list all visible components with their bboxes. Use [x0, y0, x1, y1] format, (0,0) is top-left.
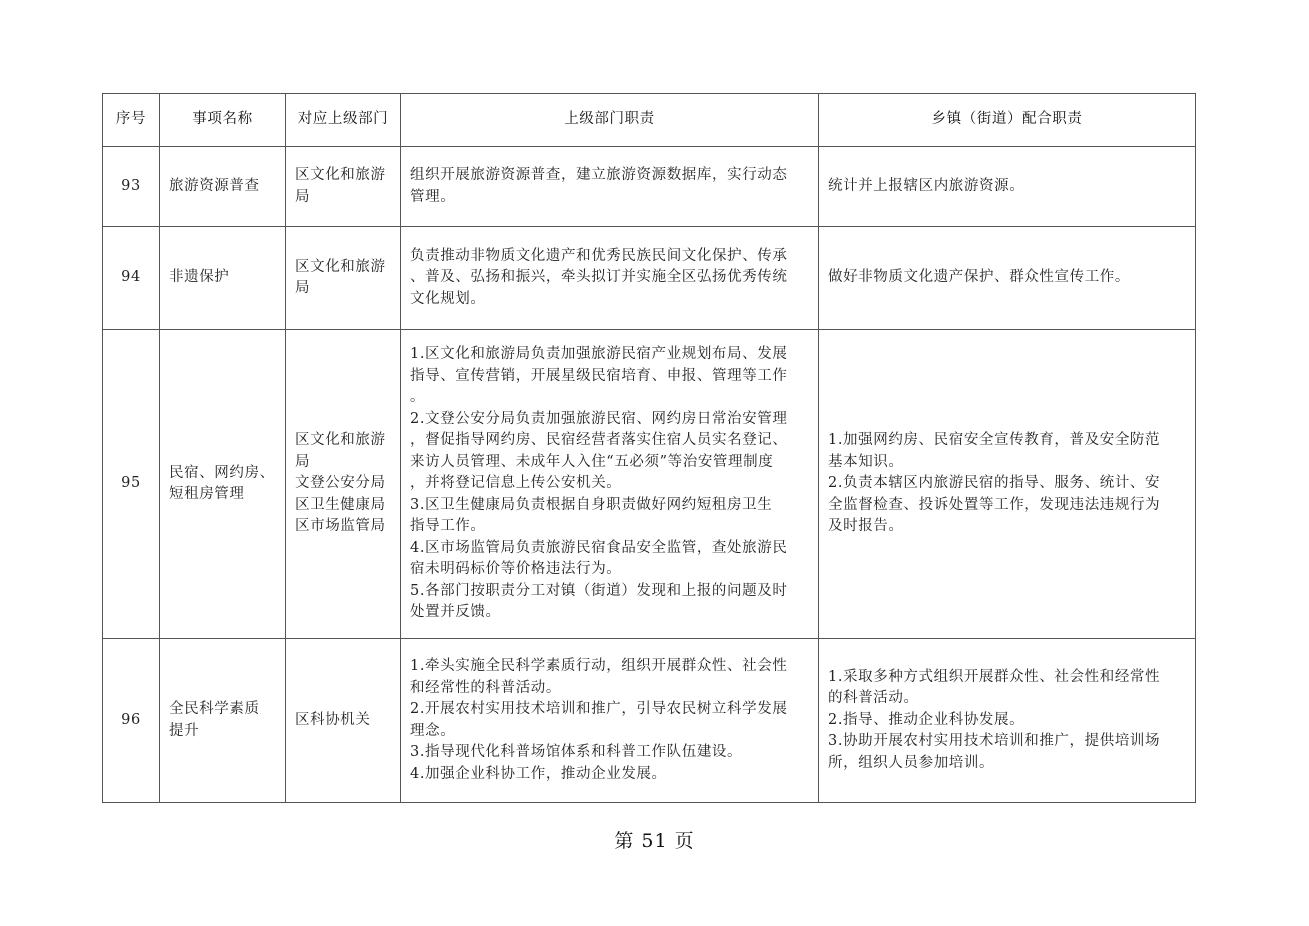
cell-superior-duty	[401, 330, 819, 639]
text-line: 局	[295, 280, 311, 296]
text-line: 管理。	[410, 188, 456, 205]
text-line: 区市场监管局	[295, 518, 386, 535]
header-superior-dept: 对应上级部门	[286, 94, 401, 147]
text-line: 和经常性的科普活动。	[410, 679, 561, 696]
text-line: 指导工作。	[410, 518, 486, 535]
cell-superior-dept-lines	[295, 430, 391, 538]
text-line: 所，组织人员参加培训。	[828, 754, 995, 771]
text-line: 理念。	[410, 722, 456, 739]
cell-item-name	[160, 639, 286, 803]
table-body	[103, 147, 1196, 803]
cell-superior-dept	[286, 227, 401, 330]
cell-township-duty-lines	[828, 667, 1186, 775]
text-line: 组织开展旅游资源普查，建立旅游资源数据库，实行动态	[410, 167, 788, 183]
text-line: 的科普活动。	[828, 690, 919, 707]
text-line: 局	[295, 188, 311, 205]
text-line: 短租房管理	[169, 486, 245, 502]
text-line: 民宿、网约房、	[169, 464, 275, 481]
cell-township-duty	[819, 147, 1196, 227]
cell-superior-duty-lines	[410, 165, 809, 208]
table-row	[103, 227, 1196, 330]
text-line: 1.牵头实施全民科学素质行动，组织开展群众性、社会性	[410, 658, 788, 674]
text-line: 提升	[169, 722, 200, 739]
cell-item-name-lines	[169, 463, 276, 506]
text-line: 4.区市场监管局负责旅游民宿食品安全监管，查处旅游民	[410, 539, 788, 556]
cell-no: 96	[103, 639, 160, 803]
cell-superior-dept	[286, 147, 401, 227]
cell-township-duty-lines	[828, 267, 1186, 289]
text-line: 2.文登公安分局负责加强旅游民宿、网约房日常治安管理	[410, 410, 788, 427]
cell-superior-dept-lines	[295, 257, 391, 300]
cell-township-duty	[819, 639, 1196, 803]
table-row	[103, 330, 1196, 639]
text-line: 做好非物质文化遗产保护、群众性宣传工作。	[828, 269, 1130, 286]
text-line: 文化规划。	[410, 290, 486, 307]
header-township-duty: 乡镇（街道）配合职责	[819, 94, 1196, 147]
text-line: ，督促指导网约房、民宿经营者落实住宿人员实名登记、	[410, 432, 788, 449]
text-line: 3.协助开展农村实用技术培训和推广，提供培训场	[828, 733, 1161, 750]
text-line: 1.区文化和旅游局负责加强旅游民宿产业规划布局、发展	[410, 346, 788, 363]
text-line: 2.开展农村实用技术培训和推广，引导农民树立科学发展	[410, 701, 788, 717]
text-line: 来访人员管理、未成年人入住“五必须”等治安管理制度	[410, 453, 774, 470]
text-line: 。	[410, 389, 426, 406]
text-line: 5.各部门按职责分工对镇（街道）发现和上报的问题及时	[410, 582, 788, 599]
text-line: 非遗保护	[169, 269, 230, 286]
text-line: 2.指导、推动企业科协发展。	[828, 711, 1025, 728]
responsibility-table	[102, 93, 1196, 803]
cell-township-duty-lines	[828, 430, 1186, 538]
text-line: 全监督检查、投诉处置等工作，发现违法违规行为	[828, 496, 1161, 513]
page-number: 第 51 页	[614, 830, 695, 852]
text-line: 区文化和旅游	[295, 258, 386, 275]
text-line: 1.加强网约房、民宿安全宣传教育，普及安全防范	[828, 432, 1161, 449]
cell-township-duty	[819, 330, 1196, 639]
text-line: 4.加强企业科协工作，推动企业发展。	[410, 765, 667, 782]
cell-superior-dept-lines	[295, 165, 391, 208]
cell-township-duty-lines	[828, 176, 1186, 198]
cell-item-name	[160, 330, 286, 639]
text-line: 宿未明码标价等价格违法行为。	[410, 561, 622, 578]
cell-item-name	[160, 227, 286, 330]
cell-superior-duty-lines	[410, 656, 809, 785]
text-line: 区卫生健康局	[295, 496, 386, 513]
text-line: 统计并上报辖区内旅游资源。	[828, 177, 1025, 194]
text-line: 文登公安分局	[295, 475, 386, 492]
table-row	[103, 639, 1196, 803]
cell-no: 94	[103, 227, 160, 330]
text-line: 区文化和旅游	[295, 167, 386, 183]
text-line: 2.负责本辖区内旅游民宿的指导、服务、统计、安	[828, 475, 1161, 492]
text-line: 3.区卫生健康局负责根据自身职责做好网约短租房卫生	[410, 496, 773, 513]
cell-superior-dept	[286, 330, 401, 639]
text-line: 局	[295, 453, 311, 470]
text-line: 全民科学素质	[169, 701, 260, 717]
text-line: 3.指导现代化科普场馆体系和科普工作队伍建设。	[410, 744, 743, 760]
cell-superior-duty	[401, 147, 819, 227]
cell-item-name-lines	[169, 176, 276, 198]
cell-superior-duty	[401, 227, 819, 330]
header-item-name: 事项名称	[160, 94, 286, 147]
cell-item-name-lines	[169, 699, 276, 742]
cell-superior-duty-lines	[410, 344, 809, 624]
text-line: 及时报告。	[828, 518, 904, 535]
header-superior-duty: 上级部门职责	[401, 94, 819, 147]
table-header-row	[103, 94, 1196, 147]
text-line: 区科协机关	[295, 711, 371, 728]
text-line: 1.采取多种方式组织开展群众性、社会性和经常性	[828, 668, 1161, 685]
header-no: 序号	[103, 94, 160, 147]
text-line: 基本知识。	[828, 453, 904, 470]
cell-item-name	[160, 147, 286, 227]
text-line: 旅游资源普查	[169, 177, 260, 194]
cell-superior-dept-lines	[295, 710, 391, 732]
cell-no: 95	[103, 330, 160, 639]
cell-superior-dept	[286, 639, 401, 803]
text-line: 负责推动非物质文化遗产和优秀民族民间文化保护、传承	[410, 247, 788, 264]
text-line: 处置并反馈。	[410, 604, 501, 621]
cell-superior-duty-lines	[410, 246, 809, 311]
text-line: 区文化和旅游	[295, 432, 386, 449]
cell-item-name-lines	[169, 267, 276, 289]
table-row	[103, 147, 1196, 227]
cell-township-duty	[819, 227, 1196, 330]
cell-no: 93	[103, 147, 160, 227]
text-line: 、普及、弘扬和振兴，牵头拟订并实施全区弘扬优秀传统	[410, 269, 788, 286]
cell-superior-duty	[401, 639, 819, 803]
text-line: 指导、宣传营销，开展星级民宿培育、申报、管理等工作	[410, 367, 788, 384]
text-line: ，并将登记信息上传公安机关。	[410, 475, 622, 492]
